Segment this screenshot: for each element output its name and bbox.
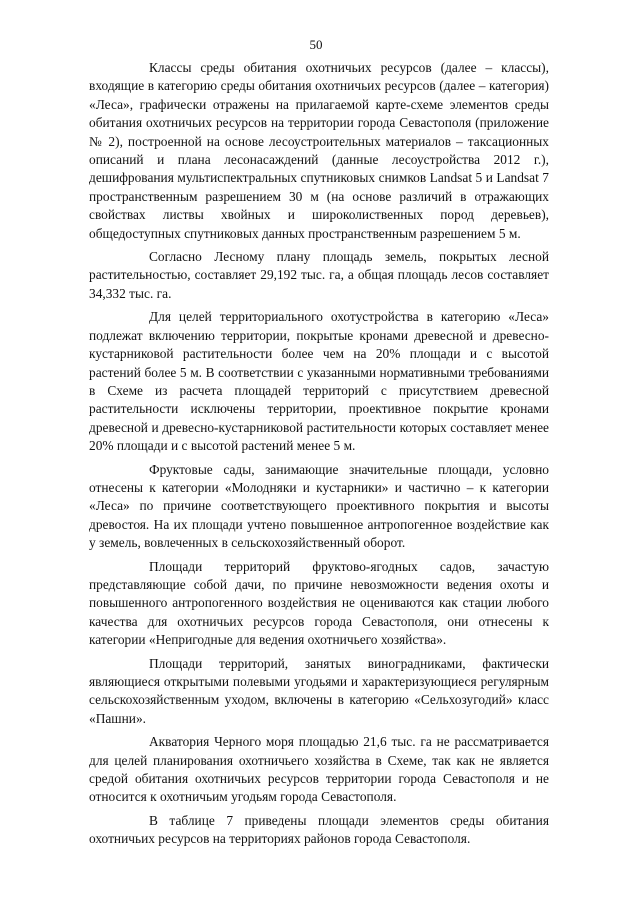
paragraph-forest-area: Согласно Лесному плану площадь земель, покрытых лесной растительностью, составляет 29,192 тыс. га, а общая площадь лесов составляет 34,332 тыс. га. (89, 249, 549, 301)
paragraph-table-reference: В таблице 7 приведены площади элементов среды обитания охотничьих ресурсов на территориях районов города Севастополя. (89, 812, 549, 847)
paragraph-forest-category-criteria: Для целей территориального охотустройства в категорию «Леса» подлежат включению территории, покрытые кронами древесной и древесно-кустарниковой растительности более чем на 20% площади и с высотой растений более 5 м. В соответствии с указанными нормативными требованиями в Схеме из расчета площадей территорий с присутствием древесной растительности исключены территории, проективное покрытие кронами древесной и древесно-кустарниковой растительности которых составляет менее 20% площади и с высотой растений менее 5 м. (89, 309, 549, 454)
paragraph-black-sea-area: Акватория Черного моря площадью 21,6 тыс. га не рассматривается для целей планирования охотничьего хозяйства в Схеме, так как не является средой обитания охотничьих ресурсов территории города Севастополя и не относится к охотничьим угодьям города Севастополя. (89, 734, 549, 805)
page-number: 50 (309, 37, 323, 52)
paragraph-fruit-orchards: Фруктовые сады, занимающие значительные площади, условно отнесены к категории «Молодняки и кустарники» и частично – к категории «Леса» по причине соответствующего проективного покрытия и высоты древостоя. На их площади учтено повышенное антропогенное воздействие как у земель, вовлеченных в сельскохозяйственный оборот. (89, 461, 549, 551)
document-body (89, 59, 549, 849)
paragraph-habitat-classes: Классы среды обитания охотничьих ресурсов (далее – классы), входящие в категорию среды обитания охотничьих ресурсов (далее – категория) «Леса», графически отражены на прилагаемой карте-схеме элементов среды обитания охотничьих ресурсов на территории города Севастополя (приложение № 2), построенной на основе лесоустроительных материалов – таксационных описаний и плана лесонасаждений (данные лесоустройства 2012 г.), дешифрования мультиспектральных спутниковых снимков Landsat 5 и Landsat 7 пространственным разрешением 30 м (на основе различий в отражающих свойствах листвы хвойных и широколиственных пород деревьев), общедоступных спутниковых данных пространственным разрешением 5 м. (89, 60, 549, 241)
paragraph-vineyards: Площади территорий, занятых виноградниками, фактически являющиеся открытыми полевыми угодьями и характеризующиеся регулярным сельскохозяйственным уходом, включены в категорию «Сельхозугодий» класс «Пашни». (89, 655, 549, 726)
paragraph-garden-plots: Площади территорий фруктово-ягодных садов, зачастую представляющие собой дачи, по причине невозможности ведения охоты и повышенного антропогенного воздействия не оцениваются как стации любого качества для охотничьих ресурсов города Севастополя, они отнесены к категории «Непригодные для ведения охотничьего хозяйства». (89, 558, 549, 648)
